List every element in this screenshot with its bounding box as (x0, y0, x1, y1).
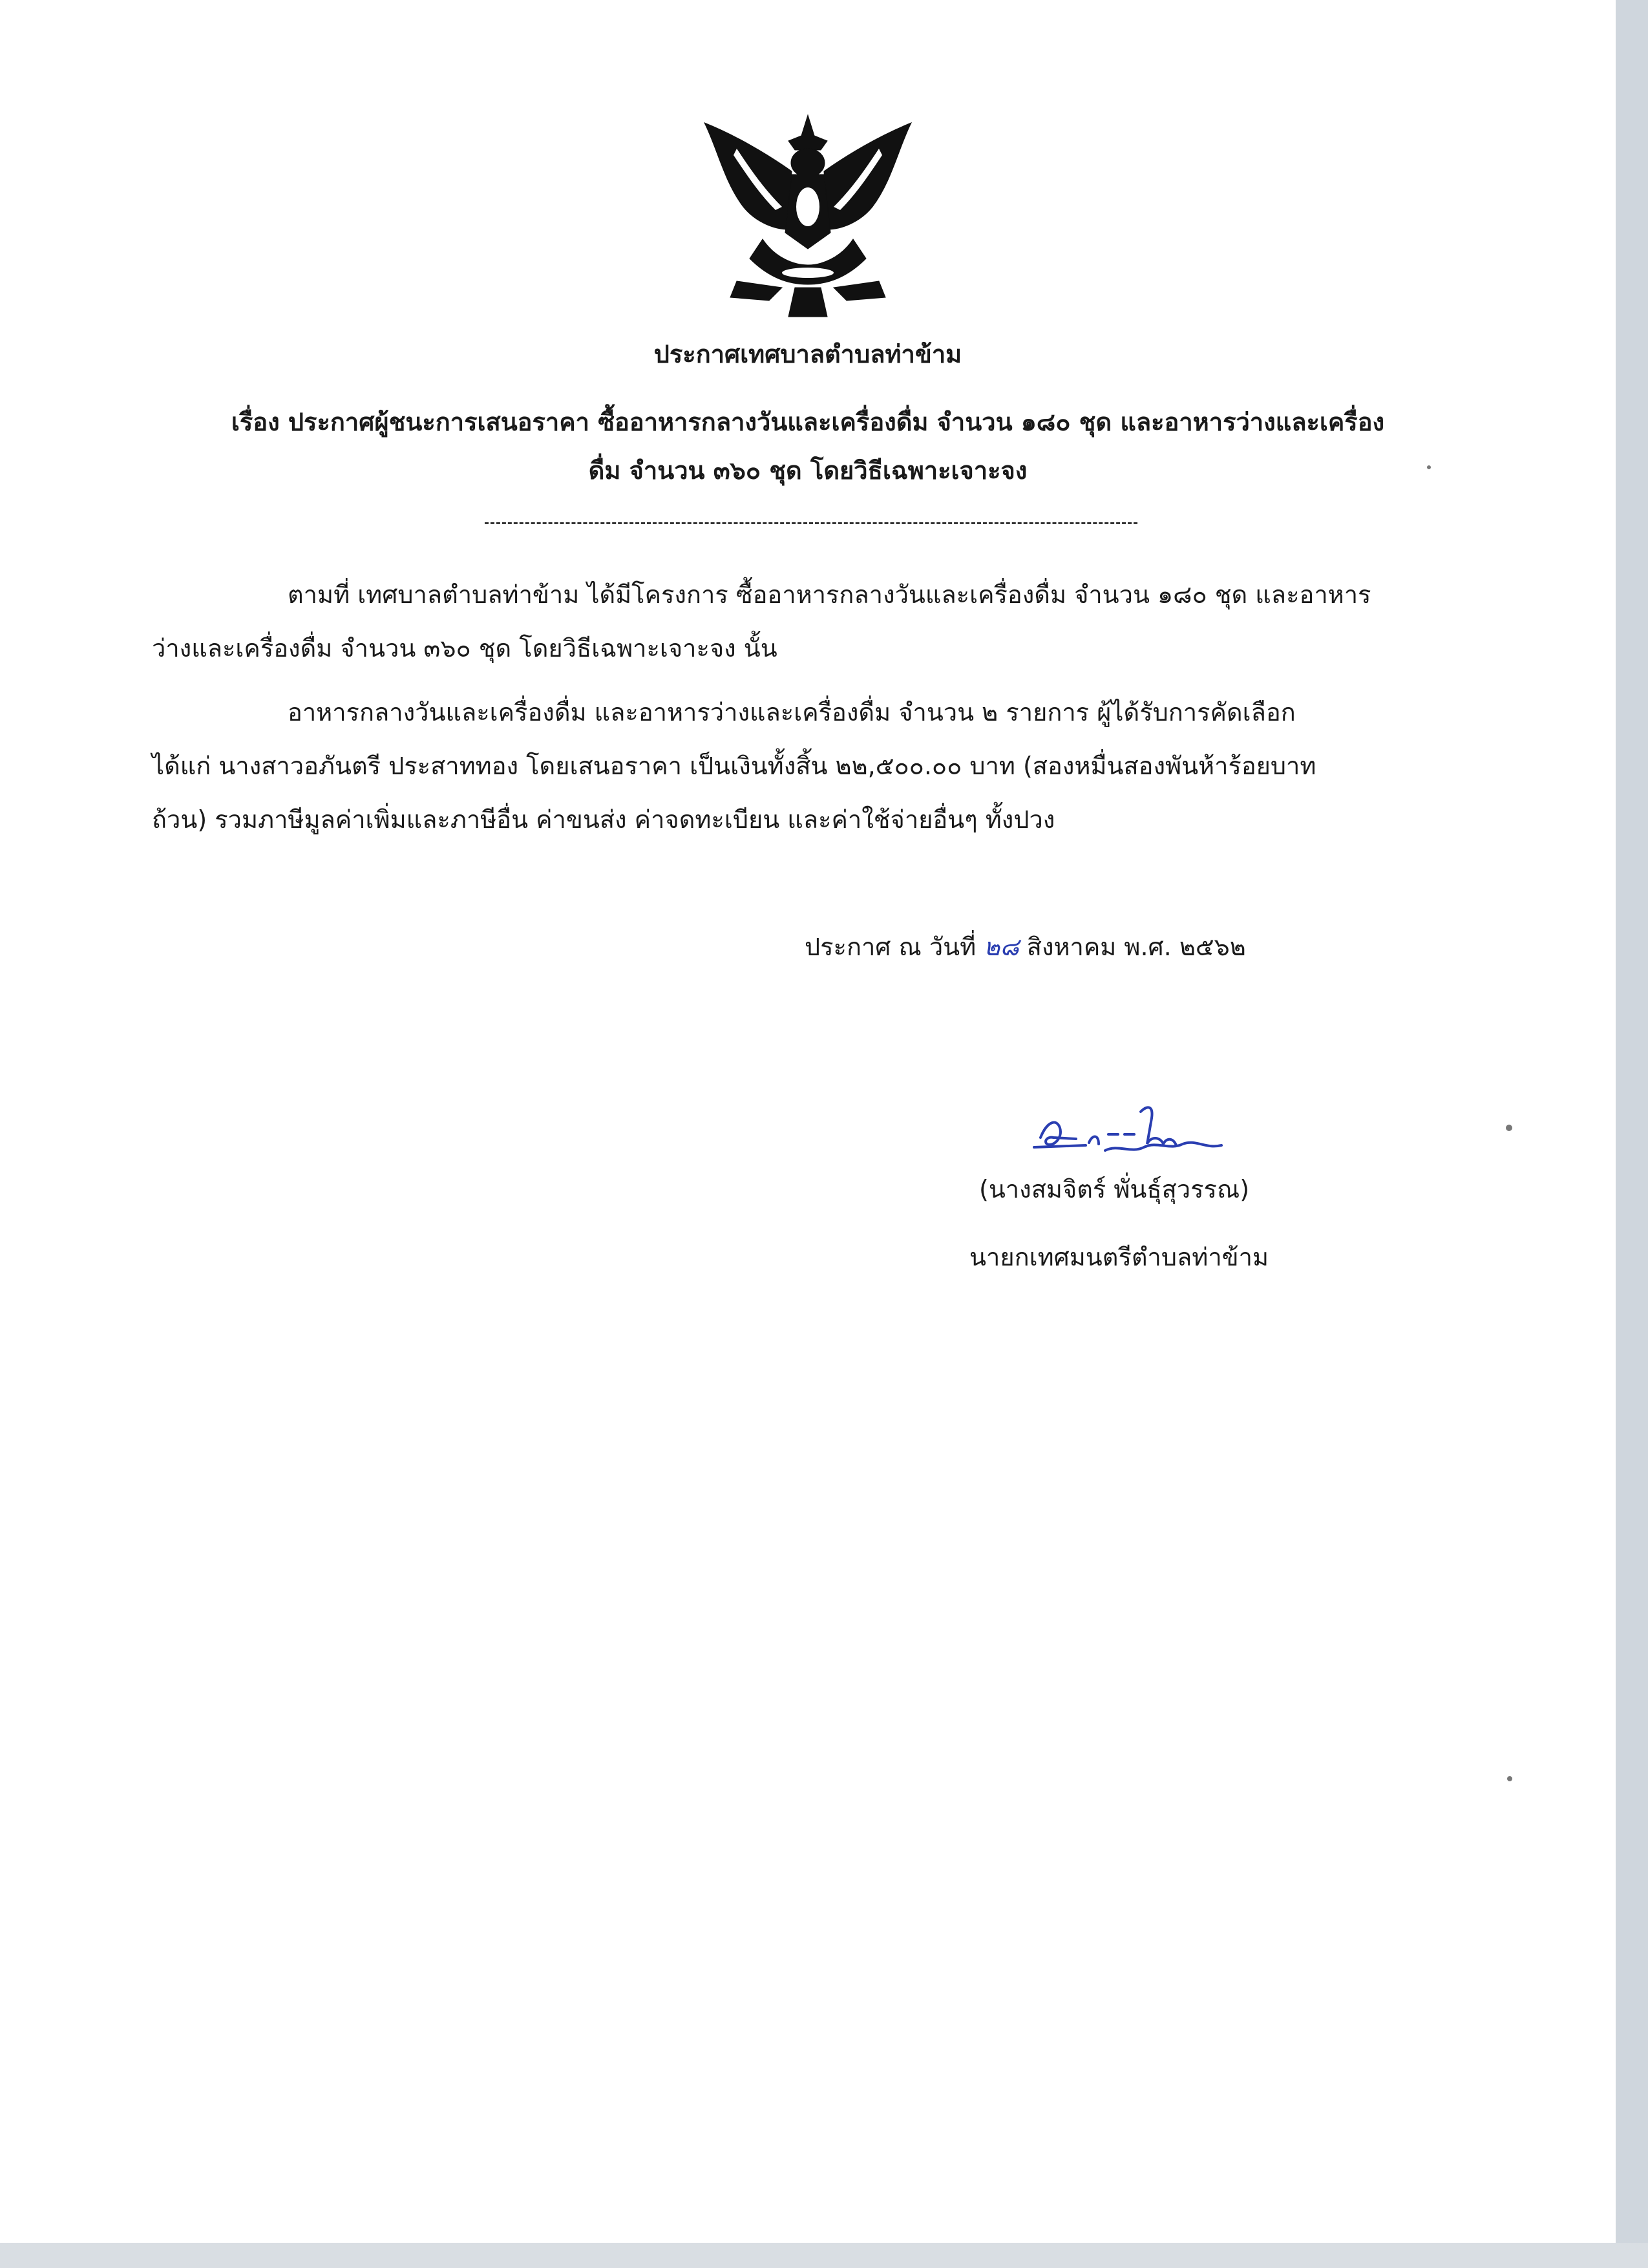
paragraph-1-line-1: ตามที่ เทศบาลตำบลท่าข้าม ได้มีโครงการ ซื้ออาหารกลางวันและเครื่องดื่ม จำนวน ๑๘๐ ชุด และอาหาร (288, 580, 1371, 609)
paragraph-2-line-3: ถ้วน) รวมภาษีมูลค่าเพิ่มและภาษีอื่น ค่าขนส่ง ค่าจดทะเบียน และค่าใช้จ่ายอื่นๆ ทั้งปวง (152, 805, 1055, 834)
signatory-name: (นางสมจิตร์ พั่นธุ์สุวรรณ) (979, 1175, 1250, 1203)
signatory-position: นายกเทศมนตรีตำบลท่าข้าม (969, 1243, 1269, 1271)
scan-edge-right (1616, 0, 1648, 2268)
separator-line (485, 522, 1137, 524)
date-prefix: ประกาศ ณ วันที่ (805, 933, 977, 961)
handwritten-signature (1028, 1099, 1260, 1170)
garuda-emblem-icon (698, 110, 918, 323)
subject-line-1: เรื่อง ประกาศผู้ชนะการเสนอราคา ซื้ออาหารกลางวันและเครื่องดื่ม จำนวน ๑๘๐ ชุด และอาหารว่างและเครื่อง (231, 408, 1385, 436)
document-title: ประกาศเทศบาลตำบลท่าข้าม (653, 340, 962, 368)
scan-speck (1506, 1125, 1512, 1131)
scan-speck (1507, 1776, 1512, 1781)
scan-edge-bottom (0, 2243, 1648, 2268)
date-month-year: สิงหาคม พ.ศ. ๒๕๖๒ (1026, 933, 1246, 961)
paragraph-1-line-2: ว่างและเครื่องดื่ม จำนวน ๓๖๐ ชุด โดยวิธีเฉพาะเจาะจง นั้น (152, 634, 777, 662)
subject-line-2: ดื่ม จำนวน ๓๖๐ ชุด โดยวิธีเฉพาะเจาะจง (588, 456, 1028, 485)
scan-speck (1427, 465, 1431, 469)
paragraph-2-line-2: ได้แก่ นางสาวอภันตรี ประสาททอง โดยเสนอราคา เป็นเงินทั้งสิ้น ๒๒,๕๐๐.๐๐ บาท (สองหมื่นสองพันห้าร้อยบาท (152, 752, 1316, 780)
paragraph-2-line-1: อาหารกลางวันและเครื่องดื่ม และอาหารว่างและเครื่องดื่ม จำนวน ๒ รายการ ผู้ได้รับการคัดเลือก (288, 698, 1296, 726)
announcement-date (805, 931, 1246, 963)
date-day: ๒๘ (984, 933, 1019, 961)
